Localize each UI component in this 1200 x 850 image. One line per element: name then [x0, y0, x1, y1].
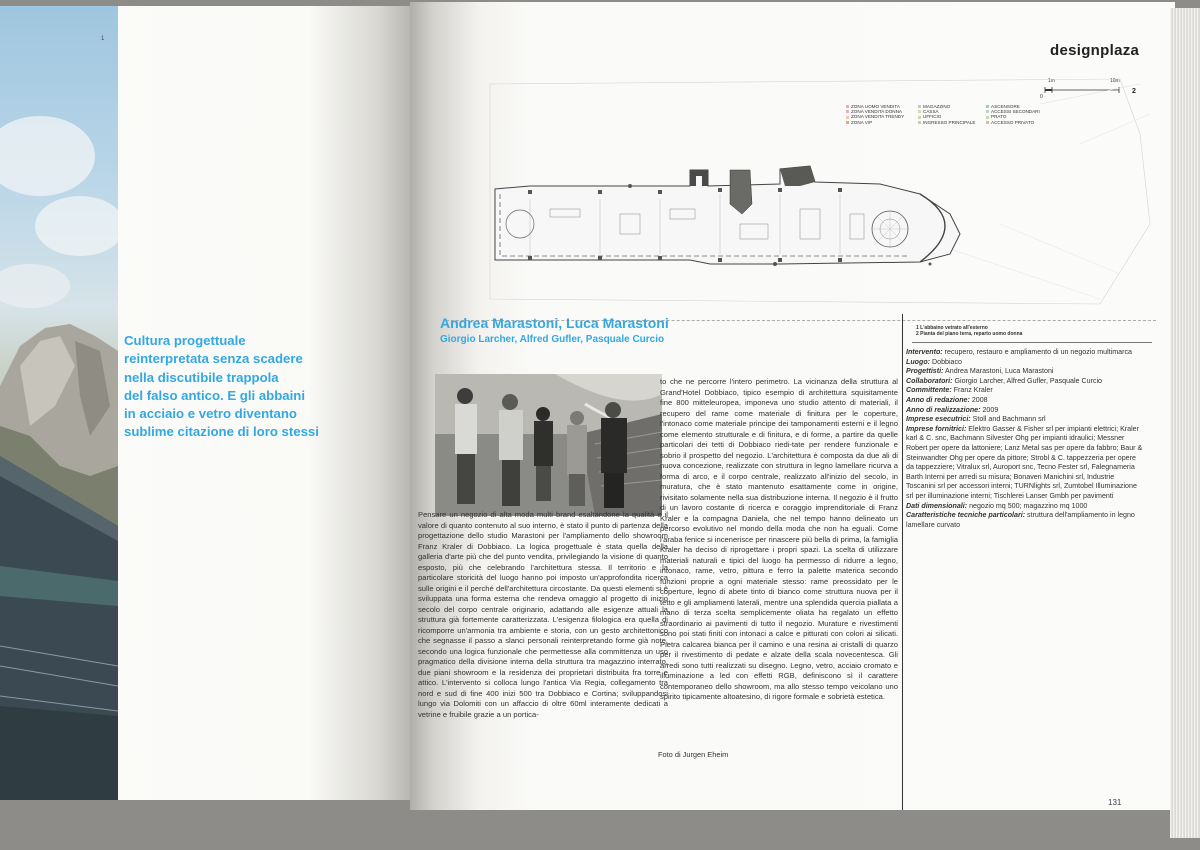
- fact-key: Anno di realizzazione:: [906, 405, 981, 414]
- legend-label: ACCESSI SECONDARI: [991, 109, 1040, 115]
- brand-logo: designplaza: [1050, 42, 1140, 59]
- legend-label: ZONA UOMO VENDITA: [851, 104, 900, 109]
- legend-label: INGRESSO PRINCIPALE: [923, 119, 976, 125]
- project-facts: [906, 348, 1144, 530]
- caption-1: 1 L'abbaino vetrato all'esterno: [916, 325, 988, 331]
- fact-key: Caratteristiche tecniche particolari:: [906, 511, 1026, 520]
- legend-label: ZONA VENDITA DONNA: [851, 109, 902, 115]
- legend-label: UFFICIO: [923, 114, 942, 120]
- authors-heading: [440, 315, 669, 345]
- pull-quote-line: nella discutibile trappola: [124, 369, 279, 385]
- fact-value: 2008: [971, 395, 988, 404]
- right-page: [410, 2, 1175, 810]
- legend-label: ACCESSO PRIVATO: [991, 119, 1035, 125]
- fact-row: [906, 396, 1144, 406]
- lead-architects: Andrea Marastoni, Luca Marastoni: [440, 315, 669, 331]
- fact-row: [906, 348, 1144, 358]
- pull-quote: [124, 332, 349, 442]
- figure-captions: [916, 325, 1022, 338]
- pull-quote-line: Cultura progettuale: [124, 333, 246, 348]
- fact-key: Dati dimensionali:: [906, 501, 968, 510]
- fact-value: recupero, restauro e ampliamento di un negozio multimarca: [944, 348, 1132, 356]
- fact-row: [906, 406, 1144, 416]
- pull-quote-line: del falso antico. E gli abbaini: [124, 387, 305, 403]
- legend-label: ZONA VIP: [851, 119, 873, 125]
- pull-quote-line: sublime citazione di loro stessi: [124, 424, 319, 440]
- legend-label: ASCENSORE: [991, 104, 1020, 109]
- fact-value: negozio mq 500; magazzino mq 1000: [969, 501, 1088, 510]
- fact-row: [906, 415, 1144, 425]
- sidebar-divider: [902, 314, 903, 810]
- fact-row: [906, 502, 1144, 512]
- fact-key: Imprese esecutrici:: [906, 415, 971, 424]
- fact-key: Intervento:: [906, 348, 943, 356]
- left-page: [0, 6, 410, 800]
- scale-label-end: 10m: [1110, 78, 1120, 84]
- fact-key: Progettisti:: [906, 367, 944, 376]
- figure-number: 2: [1132, 88, 1136, 95]
- fact-value: Franz Kraler: [953, 386, 993, 395]
- pull-quote-line: reinterpretata senza scadere: [124, 351, 303, 367]
- fact-value: Elektro Gasser & Fisher srl per impianti elettrici; Kraler karl & C. snc, Bachmann Silvester Ohg per impianti idraulici; Messner Robert per opere da lattoniere; Lanz Metal sas per opere da fabbro; Baur & Steinwandter Ohg per opere da pittore; Strobl & C. tappezzeria per opere da tappezziere; Vitralux srl, Auroport snc, Tecno Fester srl, Falegnameria Barth Interni per arredi su misura; Bonaveri Manichini srl, Industrie Toscanini srl per accessori interni; TURNlights srl, Zumtobel Illuminazione srl per illuminazione interni; Tischlerei Lanser Gmbh per pavimenti: [906, 424, 1143, 500]
- fact-row: [906, 511, 1144, 530]
- team-photo: [435, 374, 662, 516]
- fact-row: [906, 386, 1144, 396]
- scale-label-start: 0: [1040, 94, 1043, 100]
- fact-key: Committente:: [906, 386, 952, 395]
- scale-label-mid: 1m: [1048, 78, 1055, 84]
- photo-credit: Foto di Jurgen Eheim: [658, 750, 729, 759]
- fact-value: Dobbiaco: [932, 357, 962, 366]
- pull-quote-line: in acciaio e vetro diventano: [124, 406, 297, 422]
- fact-value: 2009: [982, 405, 999, 414]
- legend-label: CASSA: [923, 109, 939, 115]
- mountain-photo: [0, 6, 118, 800]
- caption-divider: [912, 342, 1152, 343]
- collaborators: Giorgio Larcher, Alfred Gufler, Pasquale Curcio: [440, 334, 665, 345]
- fact-row: [906, 367, 1144, 377]
- fact-value: Stoll and Bachmann srl: [972, 415, 1046, 424]
- left-page-number: 1: [101, 36, 105, 42]
- fact-row: [906, 377, 1144, 387]
- fact-row: [906, 358, 1144, 368]
- fact-value: Giorgio Larcher, Alfred Gufler, Pasquale Curcio: [954, 376, 1102, 385]
- fact-value: Andrea Marastoni, Luca Marastoni: [945, 367, 1054, 376]
- page-edges: [1170, 8, 1200, 838]
- fact-key: Imprese fornitrici:: [906, 424, 967, 433]
- legend-label: MAGAZZINO: [923, 104, 951, 109]
- right-page-number: 131: [1108, 798, 1122, 807]
- fact-key: Luogo:: [906, 357, 931, 366]
- legend-label: ZONA VENDITA TRENDY: [851, 114, 905, 120]
- legend-label: PRATO: [991, 114, 1007, 120]
- fact-key: Anno di redazione:: [906, 395, 970, 404]
- floor-plan: [480, 74, 1160, 324]
- caption-2: 2 Pianta del piano terra, reparto uomo donna: [916, 331, 1023, 338]
- fact-row: [906, 425, 1144, 502]
- fact-value: struttura dell'ampliamento in legno lamellare curvato: [906, 511, 1135, 529]
- body-text-column-1: Pensare un negozio di alta moda multi brand esaltandone la qualità e il valore di quanto contenuto al suo interno, è stato il punto di partenza della progettazione dello studio Marastoni per l'ampliamento dello showroom Franz Kraler di Dobbiaco. La logica progettuale è stata quella della galleria d'arte più che del punto vendita, privilegiando la visione di quanto esposto, più che celebrando l'architettura stessa. Il territorio e la particolare storicità del luogo hanno poi imposto un'approfondita ricerca sulle origini e il perché dell'architettura circostante. Da questi elementi si è sviluppata una forma esterna che rendeva omaggio al progetto di inizio secolo del corpo centrale originario, adattando alle esigenze attuali la struttura già fortemente caratterizzata. L'esigenza filologica era quella di ricomporre un'armonia tra ambiente e storia, con un gesto architettonico che segnasse il passo a slanci personali reinterpretando forme già note, secondo una logica funzionale che permettesse alla committenza un uso pragmatico della divisione interna della struttura tra magazzino interrato, due piani showroom e la residenza dei proprietari distribuita fra torre e attico. L'intervento si colloca lungo l'antica Via Regia, collegamento tra nord e sud di fine 400 inizi 500 tra Dobbiaco e Cortina; sviluppandosi lungo via Dolomiti con un affaccio di oltre 60ml interamente dedicati a vetrine e fruibile grazie a un portica-: [418, 510, 668, 719]
- fact-key: Collaboratori:: [906, 376, 953, 385]
- body-text-column-2: to che ne percorre l'intero perimetro. La vicinanza della struttura al Grand'Hotel Dobbiaco, tipico esempio di architettura squisitamente fine 800 mitteleuropea, imponeva uno studio attento di materiali, il recupero del rame come materiale di finitura per le coperture, l'intonaco come materiale principe dei tamponamenti esterni e il legno come elemento strutturale e di finitura, e di forme, a partire da quelle particolari dei tetti di Dobbiaco riedi-tate per rendere funzionale e sobrio il prospetto del negozio. L'architettura è composta da due ali di nuova concezione, realizzate con struttura in legno lamellare ricurva a forma di arco, e il corpo centrale, realizzato all'inizio del secolo, in muratura, che è stato mantenuto esattamente come in origine, rivisitato solamente nella sua distribuzione interna. Il negozio è il frutto di un lavoro costante di ricerca e coraggio imprenditoriale di Franz Kraler e la compagna Daniela, che nel tempo hanno delineato un percorso evolutivo nel mondo della moda che non ha eguali. Come l'araba fenice si incenerisce per rinascere più bella di prima, la famiglia Kraler ha deciso di riprogettare i propri spazi. La scelta di utilizzare materiali naturali e tipici del luogo ha permesso di ridurre a legno, intonaco, rame, vetro, pittura e ferro la palette materica secondo funzioni proprie a ogni materiale stesso: rame preossidato per le coperture, legno di abete tinto di bianco come struttura nuova per il tetto e gli ampliamenti laterali, mentre una splendida quercia piallata a mano di terza scelta semplicemente oliata ha regalato un effetto straordinario ai pavimenti di tutto il negozio. Murature e rivestimenti sono poi stati finiti con intonaci a calce e pitturati con colori ai silicati. Pietra calcarea bianca per il camino e una resina ai cristalli di quarzo per il rivestimento di pedate e alzate della scala novecentesca. Gli arredi sono tutti realizzati su disegno. Legno, vetro, acciaio cromato e illuminazione a led con effetti RGB, definiscono sì il carattere contemporaneo dello showroom, ma allo stesso tempo veicolano uno spirito tipicamente altoatesino, di rigore formale e sobrietà estetica.: [660, 377, 898, 701]
